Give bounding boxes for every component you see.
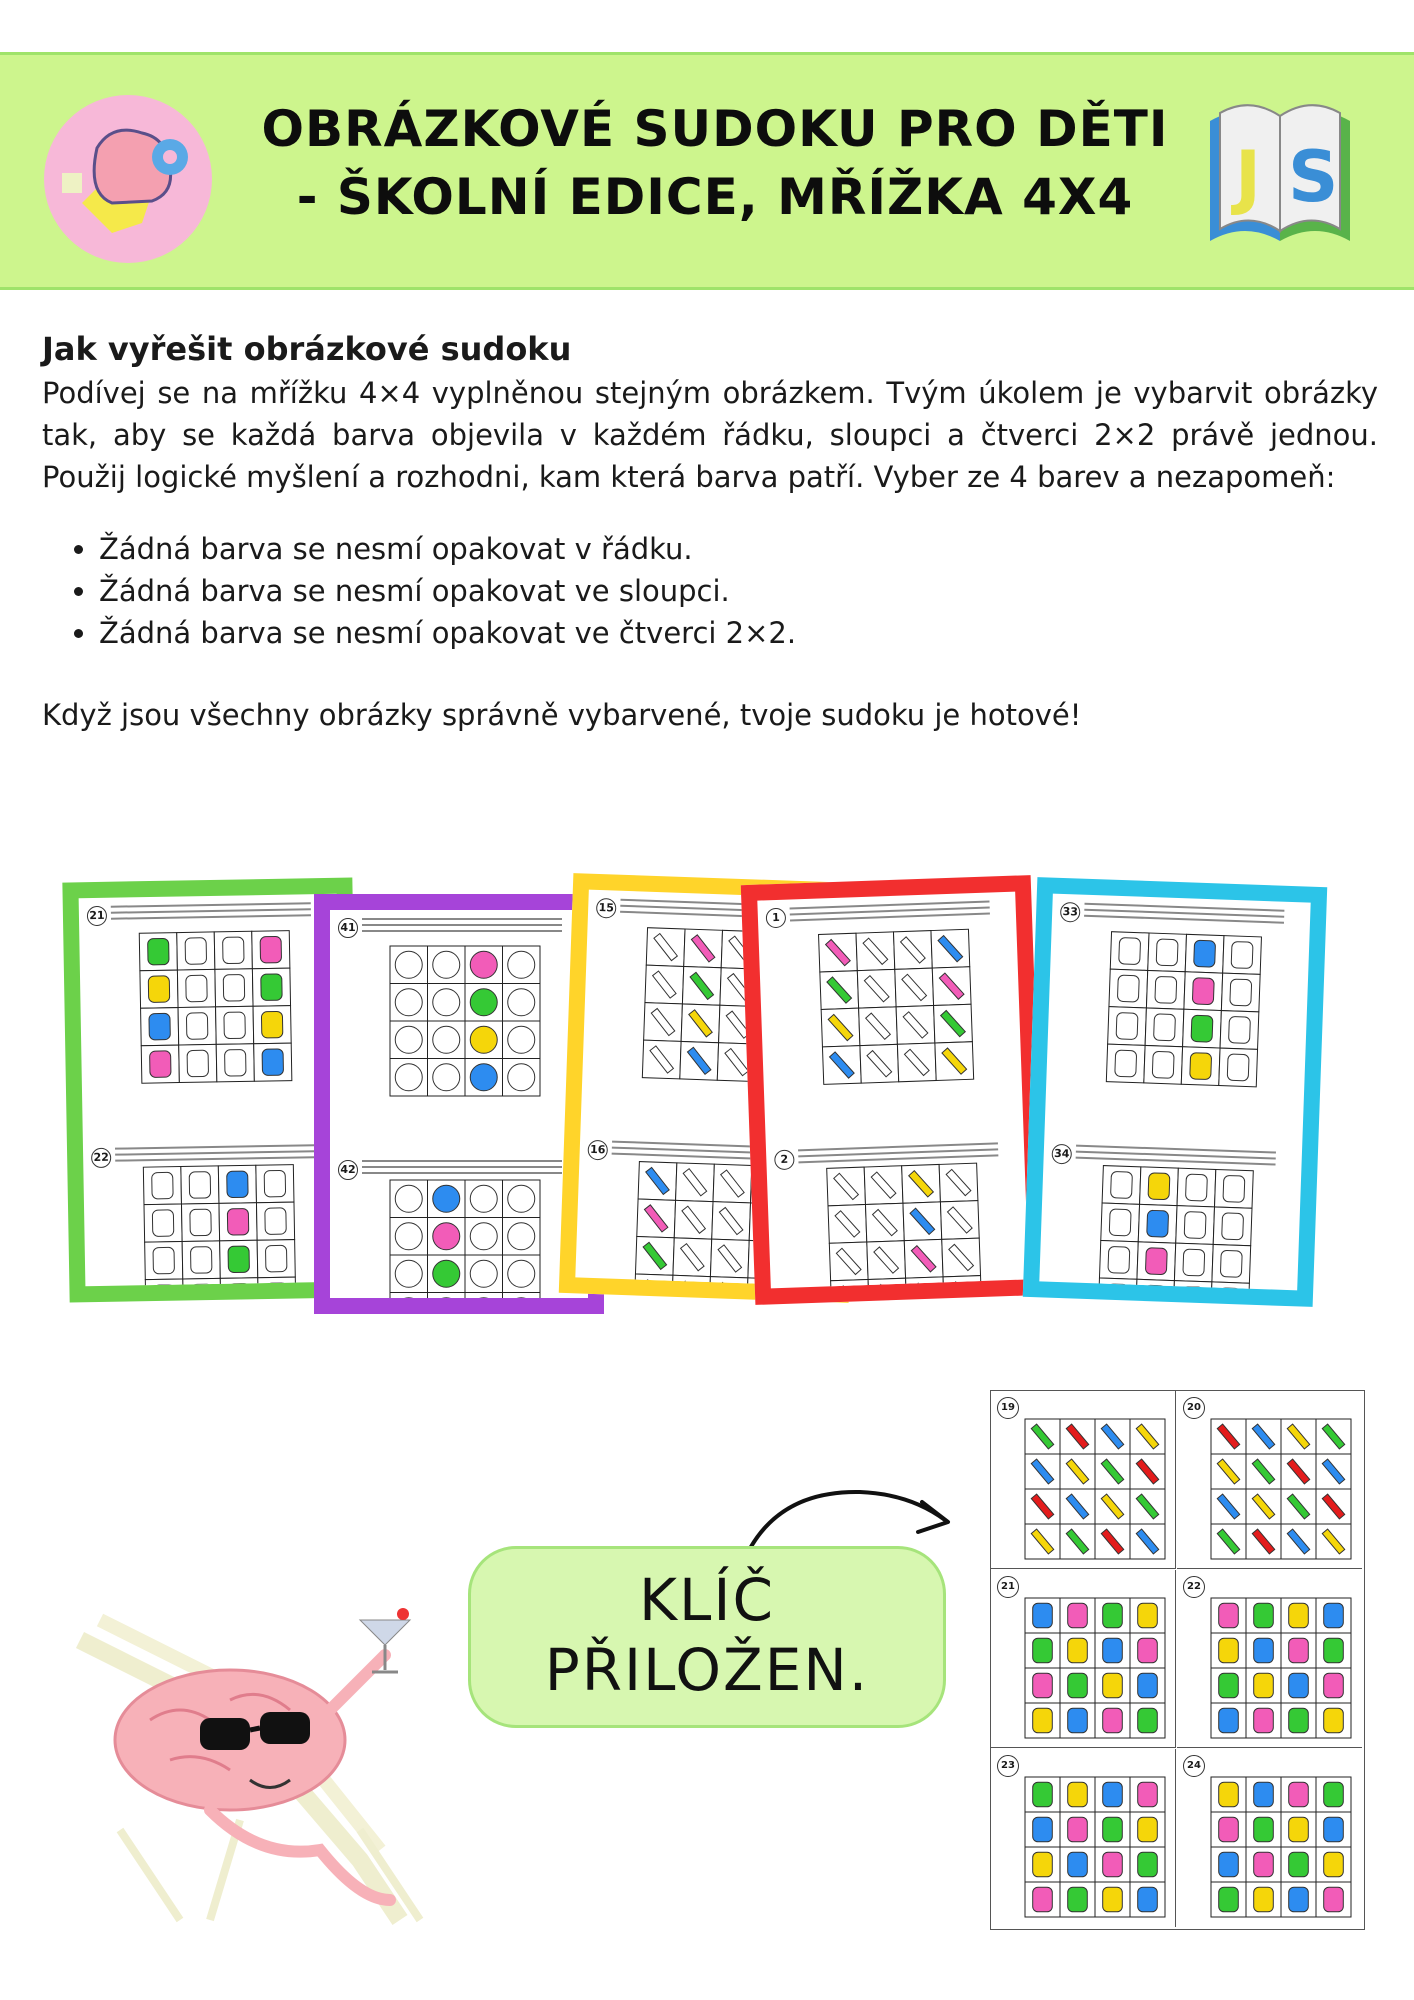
- puzzle-number: 22: [91, 1148, 111, 1168]
- answer-number: 20: [1183, 1397, 1205, 1419]
- answer-key-grid: [990, 1390, 1365, 1930]
- page-title: [235, 95, 1195, 231]
- puzzle-number: 16: [587, 1140, 608, 1161]
- instructions-paragraph: Podívej se na mřížku 4×4 vyplněnou stejným obrázkem. Tvým úkolem je vybarvit obrázky tak, aby se každá barva objevila v každém řádku, sloupci a čtverci 2×2 právě jednou. Použij logické myšlení a rozhodni, kam která barva patří. Vyber ze 4 barev a nezapomeň:: [42, 376, 1378, 494]
- puzzle-number: 34: [1051, 1144, 1072, 1165]
- title-line-2: - ŠKOLNÍ EDICE, MŘÍŽKA 4X4: [296, 168, 1134, 226]
- worksheet-preview: [741, 875, 1045, 1305]
- header-banner: [0, 52, 1414, 290]
- answer-number: 23: [997, 1755, 1019, 1777]
- puzzle-number: 2: [774, 1149, 795, 1170]
- puzzle-number: 41: [338, 918, 358, 938]
- answer-sudoku-grid: [991, 1749, 1176, 1927]
- logo-letter-s: S: [1288, 136, 1339, 218]
- rule-item: • Žádná barva se nesmí opakovat ve sloupci.: [99, 570, 1378, 612]
- sudoku-mini-grids: [1039, 894, 1310, 1291]
- answer-number: 22: [1183, 1576, 1205, 1598]
- answer-number: 21: [997, 1576, 1019, 1598]
- logo-letter-j: J: [1235, 136, 1262, 218]
- instructions-heading: Jak vyřešit obrázkové sudoku: [42, 330, 572, 368]
- answer-sudoku-grid: [991, 1570, 1176, 1748]
- puzzle-number: 33: [1060, 902, 1081, 923]
- answer-sudoku-grid: [1177, 1391, 1362, 1569]
- key-line-1: KLÍČ: [639, 1566, 775, 1634]
- rule-item: • Žádná barva se nesmí opakovat ve čtverci 2×2.: [99, 612, 1378, 654]
- key-included-badge: [468, 1546, 946, 1728]
- sudoku-mini-grids: [330, 910, 588, 1298]
- puzzle-number: 15: [596, 898, 617, 919]
- sudoku-mini-grids: [79, 894, 344, 1286]
- brain-puzzle-logo: [42, 93, 214, 265]
- brain-mascot-illustration: [60, 1600, 480, 1930]
- worksheet-previews: [0, 860, 1414, 1340]
- key-line-2: PŘILOŽEN.: [544, 1636, 870, 1704]
- answer-sudoku-grid: [1177, 1749, 1362, 1927]
- instructions: [42, 330, 1378, 736]
- puzzle-number: 21: [87, 906, 107, 926]
- answer-cell: [991, 1749, 1176, 1927]
- book-logo: [1200, 91, 1360, 261]
- answer-sudoku-grid: [1177, 1570, 1362, 1748]
- title-line-1: OBRÁZKOVÉ SUDOKU PRO DĚTI: [261, 100, 1169, 158]
- worksheet-preview: [1023, 877, 1327, 1307]
- rule-item: • Žádná barva se nesmí opakovat v řádku.: [99, 528, 1378, 570]
- answer-cell: [1177, 1749, 1362, 1927]
- answer-cell: [991, 1570, 1176, 1748]
- puzzle-number: 1: [766, 908, 787, 929]
- answer-cell: [991, 1391, 1176, 1569]
- answer-cell: [1177, 1570, 1362, 1748]
- final-note: Když jsou všechny obrázky správně vybarvené, tvoje sudoku je hotové!: [42, 698, 1082, 732]
- sudoku-mini-grids: [757, 892, 1028, 1289]
- rules-list: [42, 528, 1378, 654]
- answer-sudoku-grid: [991, 1391, 1176, 1569]
- answer-number: 24: [1183, 1755, 1205, 1777]
- answer-cell: [1177, 1391, 1362, 1569]
- answer-number: 19: [997, 1397, 1019, 1419]
- puzzle-number: 42: [338, 1160, 358, 1180]
